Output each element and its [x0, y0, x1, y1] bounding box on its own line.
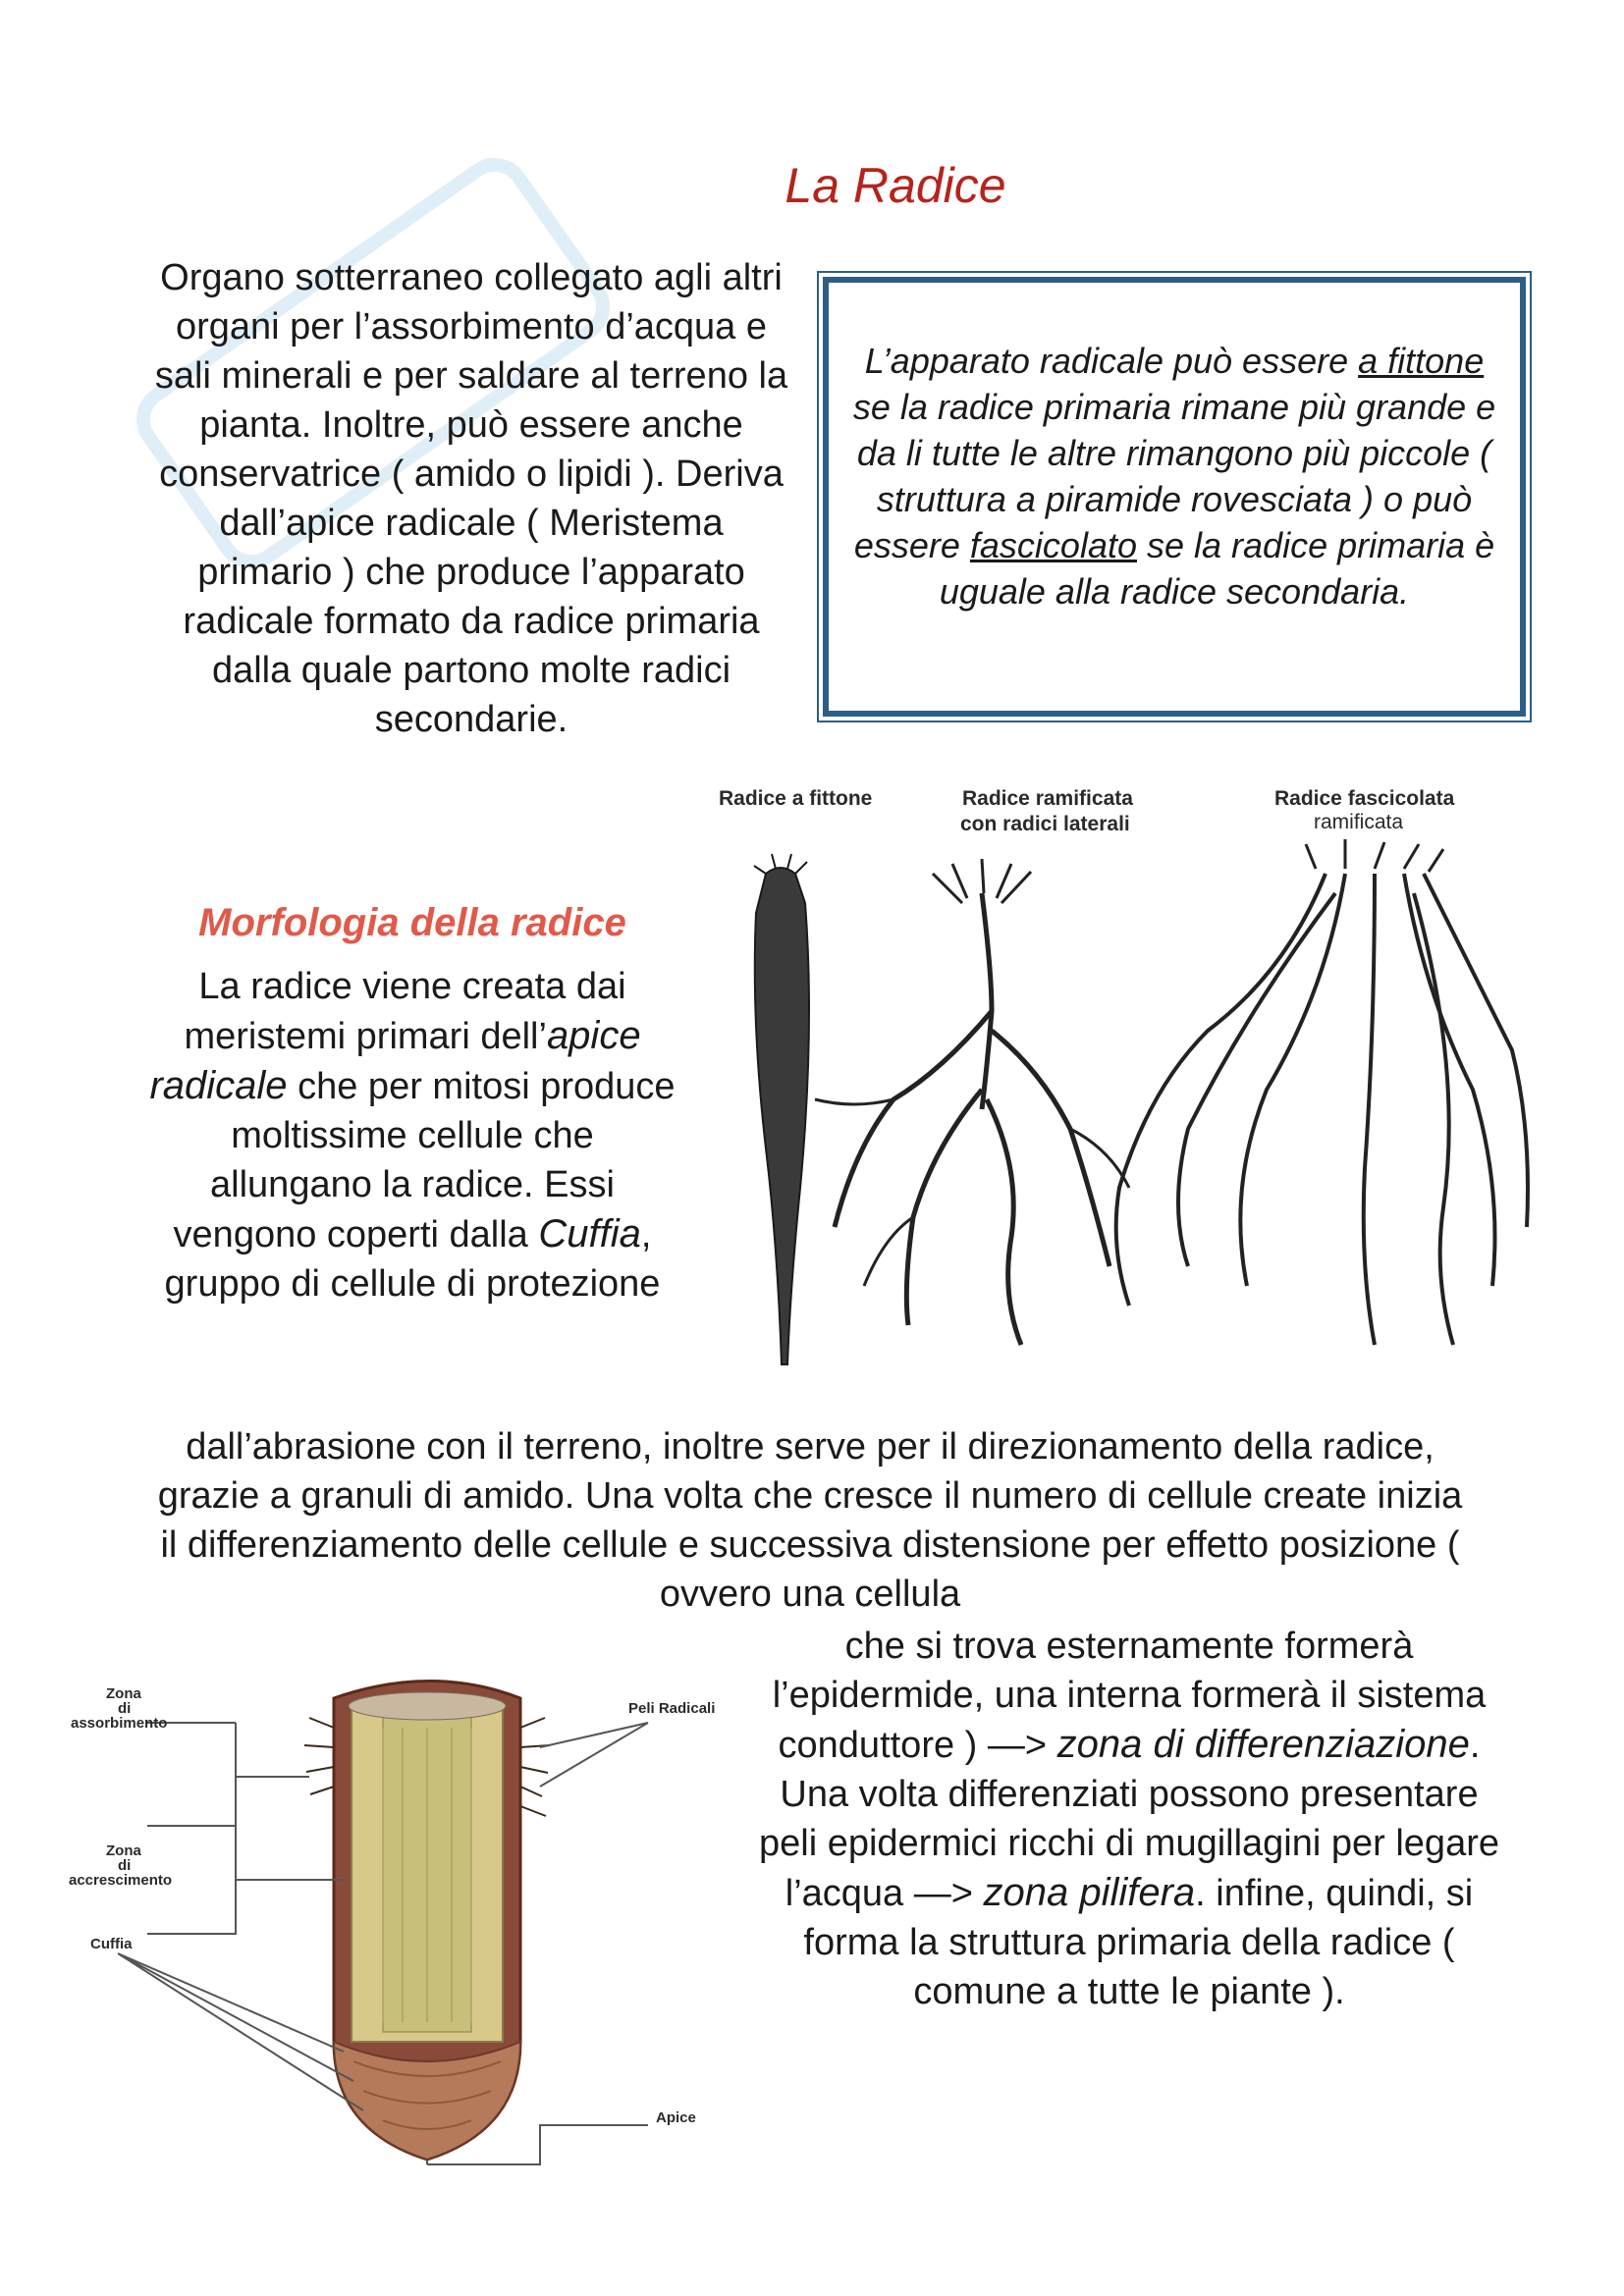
info-box-text: L’apparato radicale può essere a fittone se la radice primaria rimane più grande e da li tutte le altre rimangono più piccole ( struttura a piramide rovesciata ) o può essere fascicolato se la radice primaria è uguale alla radice secondaria. — [852, 341, 1496, 612]
continuation-paragraph: dall’abrasione con il terreno, inoltre serve per il direzionamento della radice, grazie a granuli di amido. Una volta che cresce il numero di cellule create inizia il differenziamento delle cellule e successiva distensione per effetto posizione ( ovvero una cellula — [157, 1426, 1463, 1615]
taproot-drawing — [754, 854, 809, 1364]
label-cuffia: Cuffia — [90, 1936, 133, 1952]
label-peli-radicali: Peli Radicali — [628, 1700, 716, 1717]
page-title: La Radice — [785, 158, 1006, 213]
label-assorbimento: assorbimento — [71, 1715, 168, 1732]
root-tip-body — [334, 1682, 520, 2161]
section-subtitle: Morfologia della radice — [198, 901, 626, 944]
branched-root-drawing — [815, 859, 1129, 1345]
label-zona-1: Zona — [106, 1685, 141, 1702]
caption-fittone: Radice a fittone — [719, 787, 873, 810]
root-tip-diagram — [69, 1669, 756, 2179]
caption-ramificata-1: Radice ramificata — [962, 787, 1133, 810]
fibrous-root-drawing — [1116, 839, 1528, 1345]
label-accrescimento: accrescimento — [69, 1872, 173, 1889]
info-box — [823, 277, 1526, 717]
label-di-1: di — [118, 1700, 132, 1717]
root-types-figure — [697, 775, 1542, 1374]
intro-paragraph: Organo sotterraneo collegato agli altri organi per l’assorbimento d’acqua e sali minerali e per saldare al terreno la pianta. Inoltre, può essere anche conservatrice ( amido o lipidi ). Deriva dall’apice radicale ( Meristema primario ) che produce l’apparato radicale formato da radice primaria dalla quale partono molte radici secondarie. — [154, 257, 788, 740]
caption-fascicolata-1: Radice fascicolata — [1274, 787, 1455, 810]
caption-fascicolata-2: ramificata — [1314, 811, 1404, 833]
morphology-paragraph: La radice viene creata dai meristemi primari dell’apice radicale che per mitosi produce moltissime cellule che allungano la radice. Essi vengono coperti dalla Cuffia, gruppo di cellule di protezione — [149, 966, 676, 1305]
label-zona-2: Zona — [106, 1842, 141, 1859]
label-di-2: di — [118, 1857, 132, 1874]
differentiation-paragraph: che si trova esternamente formerà l’epidermide, una interna formerà il sistema conduttore ) —> zona di differenziazione. Una volta differenziati possono presentare peli epidermici ricchi di mugillagini per legare l’acqua —> zona pilifera. infine, quindi, si forma la struttura primaria della radice ( comune a tutte le piante ). — [758, 1626, 1499, 2012]
label-apice: Apice — [656, 2109, 696, 2126]
caption-ramificata-2: con radici laterali — [960, 813, 1130, 835]
